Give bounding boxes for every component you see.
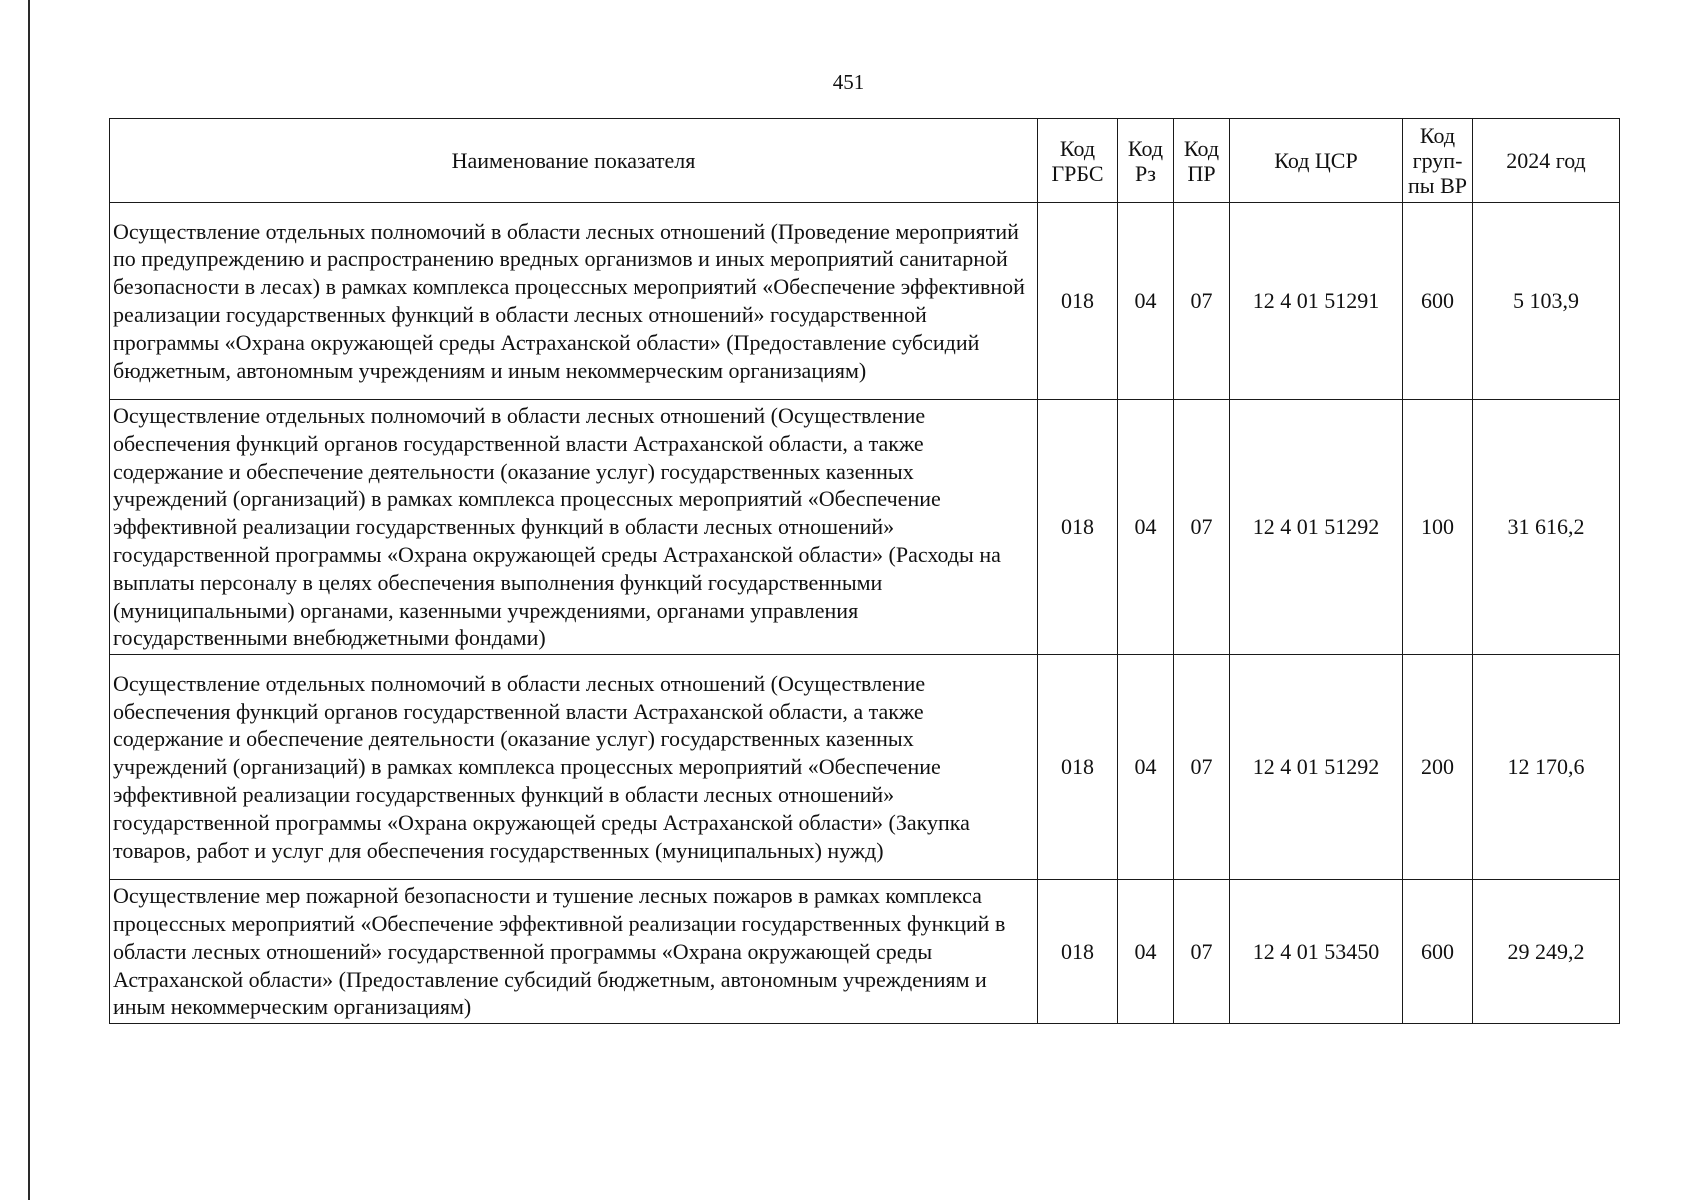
cell-csr: 12 4 01 53450 <box>1230 880 1403 1024</box>
cell-grbs: 018 <box>1038 880 1118 1024</box>
table-header-row <box>110 119 1620 203</box>
header-csr: Код ЦСР <box>1230 119 1403 203</box>
cell-vr: 600 <box>1403 880 1473 1024</box>
cell-pr: 07 <box>1174 880 1230 1024</box>
table-row <box>110 655 1620 880</box>
page-number: 451 <box>832 70 865 94</box>
cell-amount: 31 616,2 <box>1473 400 1620 655</box>
header-rz: Код Рз <box>1118 119 1174 203</box>
cell-pr: 07 <box>1174 400 1230 655</box>
cell-csr: 12 4 01 51291 <box>1230 203 1403 400</box>
header-grbs: Код ГРБС <box>1038 119 1118 203</box>
header-vr: Код груп-пы ВР <box>1403 119 1473 203</box>
cell-grbs: 018 <box>1038 655 1118 880</box>
cell-csr: 12 4 01 51292 <box>1230 655 1403 880</box>
header-pr: Код ПР <box>1174 119 1230 203</box>
cell-rz: 04 <box>1118 400 1174 655</box>
cell-name: Осуществление отдельных полномочий в области лесных отношений (Проведение мероприятий по предупреждению и распространению вредных организмов и иных мероприятий санитарной безопасности в лесах) в рамках комплекса процессных мероприятий «Обеспечение эффективной реализации государственных функций в области лесных отношений» государственной программы «Охрана окружающей среды Астраханской области» (Предоставление субсидий бюджетным, автономным учреждениям и иным некоммерческим организациям) <box>110 203 1038 400</box>
page-edge-line <box>28 0 30 1200</box>
table-row <box>110 203 1620 400</box>
cell-vr: 100 <box>1403 400 1473 655</box>
cell-rz: 04 <box>1118 203 1174 400</box>
cell-name: Осуществление отдельных полномочий в области лесных отношений (Осуществление обеспечения функций органов государственной власти Астраханской области, а также содержание и обеспечение деятельности (оказание услуг) государственных казенных учреждений (организаций) в рамках комплекса процессных мероприятий «Обеспечение эффективной реализации государственных функций в области лесных отношений» государственной программы «Охрана окружающей среды Астраханской области» (Закупка товаров, работ и услуг для обеспечения государственных (муниципальных) нужд) <box>110 655 1038 880</box>
header-name: Наименование показателя <box>110 119 1038 203</box>
cell-amount: 29 249,2 <box>1473 880 1620 1024</box>
cell-rz: 04 <box>1118 655 1174 880</box>
cell-name: Осуществление отдельных полномочий в области лесных отношений (Осуществление обеспечения функций органов государственной власти Астраханской области, а также содержание и обеспечение деятельности (оказание услуг) государственных казенных учреждений (организаций) в рамках комплекса процессных мероприятий «Обеспечение эффективной реализации государственных функций в области лесных отношений» государственной программы «Охрана окружающей среды Астраханской области» (Расходы на выплаты персоналу в целях обеспечения выполнения функций государственными (муниципальными) органами, казенными учреждениями, органами управления государственными внебюджетными фондами) <box>110 400 1038 655</box>
cell-amount: 5 103,9 <box>1473 203 1620 400</box>
table-row <box>110 880 1620 1024</box>
cell-amount: 12 170,6 <box>1473 655 1620 880</box>
cell-grbs: 018 <box>1038 400 1118 655</box>
cell-vr: 200 <box>1403 655 1473 880</box>
budget-table <box>109 118 1620 1024</box>
cell-name: Осуществление мер пожарной безопасности и тушение лесных пожаров в рамках комплекса процессных мероприятий «Обеспечение эффективной реализации государственных функций в области лесных отношений» государственной программы «Охрана окружающей среды Астраханской области» (Предоставление субсидий бюджетным, автономным учреждениям и иным некоммерческим организациям) <box>110 880 1038 1024</box>
table-row <box>110 400 1620 655</box>
cell-rz: 04 <box>1118 880 1174 1024</box>
cell-pr: 07 <box>1174 655 1230 880</box>
cell-grbs: 018 <box>1038 203 1118 400</box>
header-year: 2024 год <box>1473 119 1620 203</box>
cell-pr: 07 <box>1174 203 1230 400</box>
cell-csr: 12 4 01 51292 <box>1230 400 1403 655</box>
cell-vr: 600 <box>1403 203 1473 400</box>
